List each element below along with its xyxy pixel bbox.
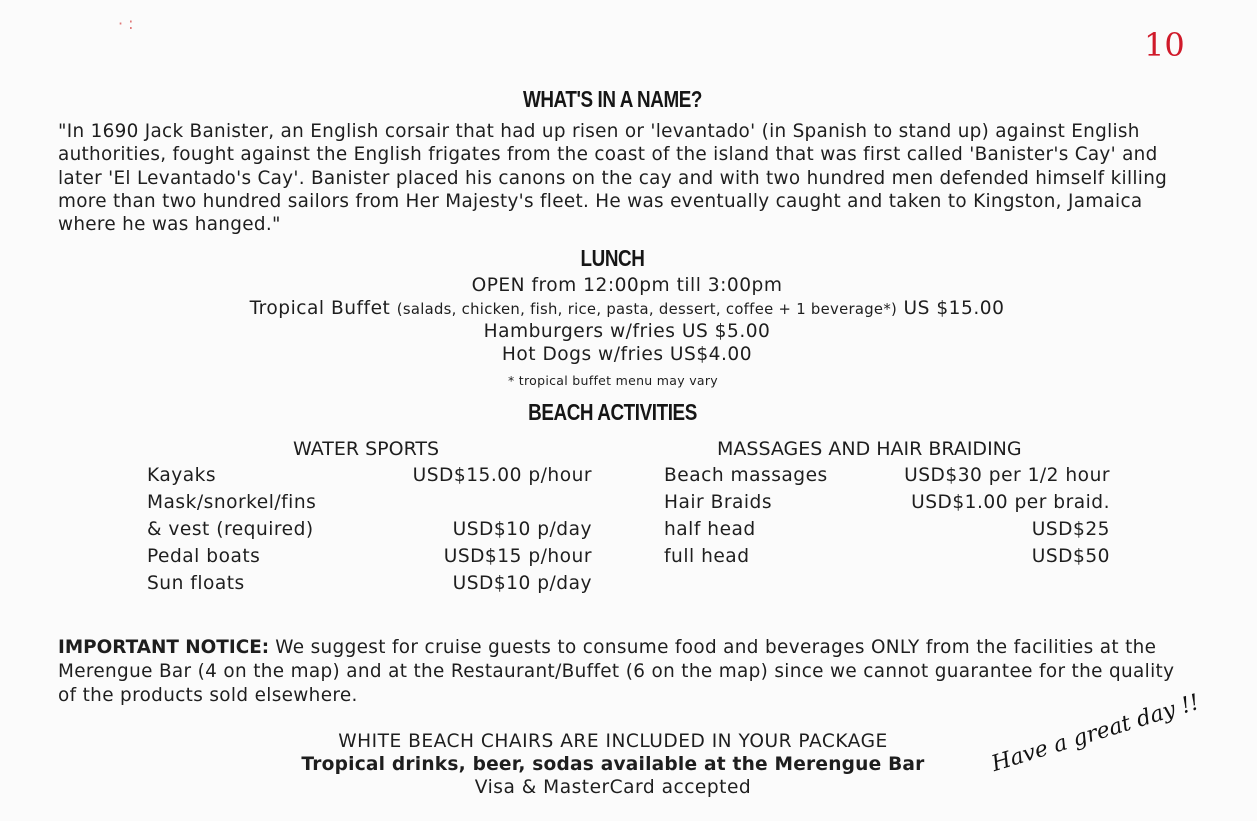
activities-heading: BEACH ACTIVITIES	[528, 399, 697, 425]
massage-item-price: USD$30 per 1/2 hour	[904, 465, 1110, 486]
water-item-label: Pedal boats	[147, 546, 261, 567]
massage-item-price: USD$1.00 per braid.	[911, 492, 1110, 513]
water-item-price: USD$10 p/day	[452, 573, 592, 594]
footer-drinks: Tropical drinks, beer, sodas available at the Merengue Bar	[301, 754, 925, 775]
water-item-price: USD$10 p/day	[452, 519, 592, 540]
footer-chairs: WHITE BEACH CHAIRS ARE INCLUDED IN YOUR PACKAGE	[338, 731, 888, 752]
lunch-hours: OPEN from 12:00pm till 3:00pm	[471, 275, 783, 296]
massage-item-label: Hair Braids	[664, 492, 773, 513]
buffet-details: (salads, chicken, fish, rice, pasta, dessert, coffee + 1 beverage*)	[396, 301, 898, 318]
footer-cards: Visa & MasterCard accepted	[474, 777, 752, 798]
name-section-heading: WHAT'S IN A NAME?	[522, 86, 703, 112]
massages-title: MASSAGES AND HAIR BRAIDING	[717, 438, 1022, 460]
massage-item-price: USD$25	[1031, 519, 1110, 540]
massage-item-label: Beach massages	[664, 465, 828, 486]
water-item-label: & vest (required)	[147, 519, 314, 540]
page-number: 10	[1144, 26, 1185, 64]
buffet-price: US $15.00	[903, 298, 1005, 319]
lunch-hamburgers: Hamburgers w/fries US $5.00	[483, 321, 771, 342]
lunch-note: * tropical buffet menu may vary	[507, 373, 719, 388]
lunch-buffet-line	[0, 298, 1254, 319]
notice-text: We suggest for cruise guests to consume food and beverages ONLY from the facilities at the Merengue Bar (4 on the map) and at the Restaurant/Buffet (6 on the map) since we cannot guarantee for the quality of the products sold elsewhere.	[58, 637, 1175, 706]
buffet-name: Tropical Buffet	[249, 298, 391, 319]
water-item-label: Mask/snorkel/fins	[147, 492, 317, 513]
corner-mark: · :	[118, 14, 134, 33]
water-item-price: USD$15 p/hour	[443, 546, 592, 567]
signoff-handwriting: Have a great day !!	[988, 690, 1203, 777]
lunch-hotdogs: Hot Dogs w/fries US$4.00	[501, 344, 753, 365]
massage-item-price: USD$50	[1031, 546, 1110, 567]
water-item-label: Sun floats	[147, 573, 245, 594]
water-item-label: Kayaks	[147, 465, 217, 486]
water-item-price: USD$15.00 p/hour	[412, 465, 592, 486]
water-sports-title: WATER SPORTS	[293, 438, 440, 460]
notice-label: IMPORTANT NOTICE:	[58, 637, 270, 658]
important-notice	[58, 636, 1178, 708]
lunch-heading: LUNCH	[580, 245, 645, 271]
massage-item-label: half head	[664, 519, 756, 540]
massage-item-label: full head	[664, 546, 750, 567]
name-section-text: "In 1690 Jack Banister, an English corsair that had up risen or 'levantado' (in Spanish to stand up) against English authorities, fought against the English frigates from the coast of the island that was first called 'Banister's Cay' and later 'El Levantado's Cay'. Banister placed his canons on the cay and with two hundred men defended himself killing more than two hundred sailors from Her Majesty's fleet. He was eventually caught and taken to Kingston, Jamaica where he was hanged."	[58, 121, 1168, 236]
